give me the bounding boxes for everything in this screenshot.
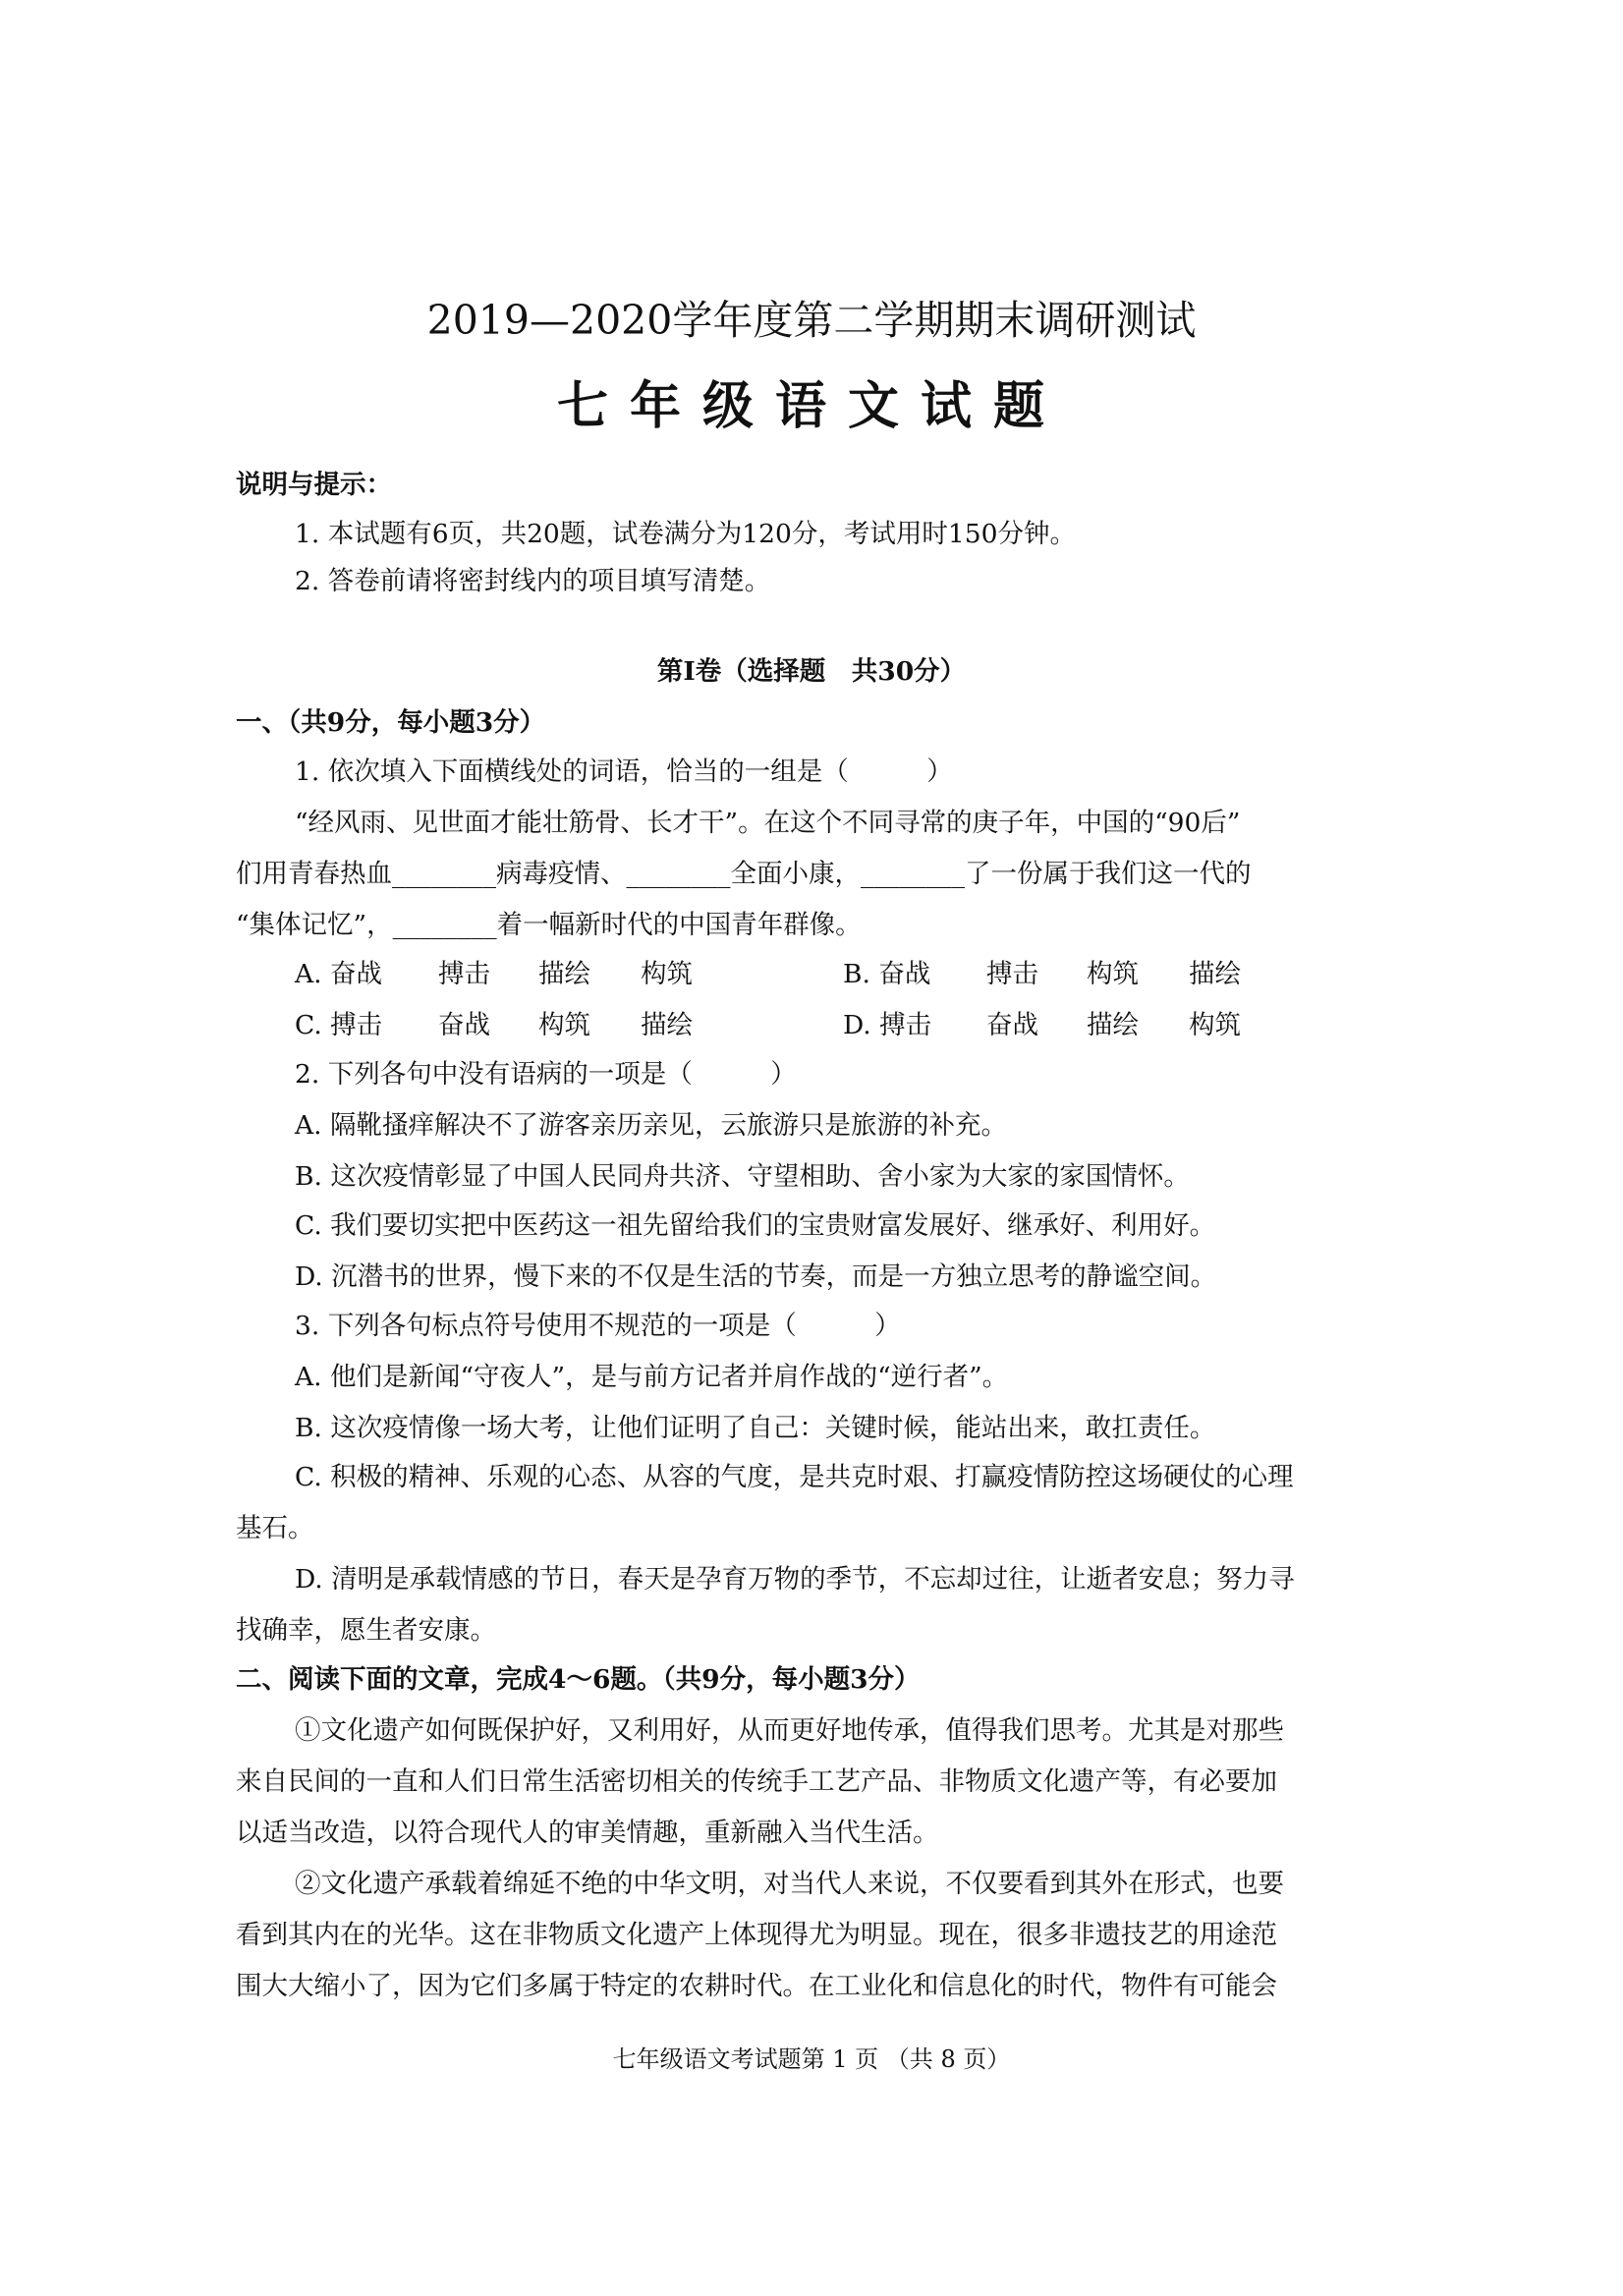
option-d-word: D. 搏击 xyxy=(843,1010,932,1040)
option-b-word: B. 奋战 xyxy=(843,959,931,989)
part-heading: 第Ⅰ卷（选择题 共30分） xyxy=(656,656,967,687)
passage-line: “集体记忆”，________着一幅新时代的中国青年群像。 xyxy=(236,910,862,940)
option-line: 找确幸，愿生者安康。 xyxy=(236,1615,496,1646)
question-stem: 1. 依次填入下面横线处的词语，恰当的一组是（ ） xyxy=(295,756,953,787)
option-a-word: 搏击 xyxy=(438,959,490,989)
option-line: B. 这次疫情像一场大考，让他们证明了自己：关键时候，能站出来，敢扛责任。 xyxy=(295,1413,1216,1443)
instruction-item: 2. 答卷前请将密封线内的项目填写清楚。 xyxy=(295,566,771,596)
instructions-heading: 说明与提示： xyxy=(236,470,392,500)
question-stem: 2. 下列各句中没有语病的一项是（ ） xyxy=(295,1059,797,1090)
option-b-word: 构筑 xyxy=(1087,959,1139,989)
passage-line: ①文化遗产如何既保护好，又利用好，从而更好地传承，值得我们思考。尤其是对那些 xyxy=(295,1715,1284,1746)
passage-line: “经风雨、见世面才能壮筋骨、长才干”。在这个不同寻常的庚子年，中国的“90后” xyxy=(295,808,1241,838)
option-line: 基石。 xyxy=(236,1513,314,1543)
option-line: D. 清明是承载情感的节日，春天是孕育万物的季节，不忘却过往，让逝者安息；努力寻 xyxy=(295,1564,1295,1595)
option-line: C. 我们要切实把中医药这一祖先留给我们的宝贵财富发展好、继承好、利用好。 xyxy=(295,1210,1216,1241)
question-stem: 3. 下列各句标点符号使用不规范的一项是（ ） xyxy=(295,1311,901,1341)
passage-line: 来自民间的一直和人们日常生活密切相关的传统手工艺产品、非物质文化遗产等，有必要加 xyxy=(236,1766,1277,1797)
option-line: A. 隔靴搔痒解决不了游客亲历亲见，云旅游只是旅游的补充。 xyxy=(295,1110,1007,1141)
option-d-word: 构筑 xyxy=(1189,1010,1241,1040)
option-a-word: 构筑 xyxy=(641,959,693,989)
section-heading: 一、（共9分，每小题3分） xyxy=(236,707,546,738)
option-d-word: 奋战 xyxy=(986,1010,1038,1040)
option-a-word: A. 奋战 xyxy=(295,959,382,989)
passage-line: 以适当改造，以符合现代人的审美情趣，重新融入当代生活。 xyxy=(236,1818,939,1848)
option-a-word: 描绘 xyxy=(538,959,590,989)
page-footer: 七年级语文考试题第 1 页 （共 8 页） xyxy=(612,2045,1011,2073)
option-c-word: 描绘 xyxy=(641,1010,693,1040)
option-b-word: 描绘 xyxy=(1189,959,1241,989)
option-d-word: 描绘 xyxy=(1087,1010,1139,1040)
option-line: A. 他们是新闻“守夜人”，是与前方记者并肩作战的“逆行者”。 xyxy=(295,1362,1009,1392)
option-line: B. 这次疫情彰显了中国人民同舟共济、守望相助、舍小家为大家的家国情怀。 xyxy=(295,1161,1190,1192)
passage-line: 看到其内在的光华。这在非物质文化遗产上体现得尤为明显。现在，很多非遗技艺的用途范 xyxy=(236,1920,1277,1950)
passage-line: ②文化遗产承载着绵延不绝的中华文明，对当代人来说，不仅要看到其外在形式，也要 xyxy=(295,1869,1284,1899)
option-b-word: 搏击 xyxy=(986,959,1038,989)
option-c-word: C. 搏击 xyxy=(295,1010,383,1040)
instruction-item: 1. 本试题有6页，共20题，试卷满分为120分，考试用时150分钟。 xyxy=(295,519,1076,549)
exam-title: 2019—2020学年度第二学期期末调研测试 xyxy=(426,297,1197,344)
section-heading: 二、阅读下面的文章，完成4～6题。（共9分，每小题3分） xyxy=(236,1664,921,1695)
option-line: D. 沉潜书的世界，慢下来的不仅是生活的节奏，而是一方独立思考的静谧空间。 xyxy=(295,1261,1217,1292)
passage-line: 围大大缩小了，因为它们多属于特定的农耕时代。在工业化和信息化的时代，物件有可能会 xyxy=(236,1971,1277,2001)
option-line: C. 积极的精神、乐观的心态、从容的气度，是共克时艰、打赢疫情防控这场硬仗的心理 xyxy=(295,1462,1294,1492)
exam-subtitle: 七年级语文试题 xyxy=(556,376,1066,436)
option-c-word: 构筑 xyxy=(538,1010,590,1040)
option-c-word: 奋战 xyxy=(438,1010,490,1040)
passage-line: 们用青春热血________病毒疫情、________全面小康，________了一份属于我们这一代的 xyxy=(236,859,1252,889)
